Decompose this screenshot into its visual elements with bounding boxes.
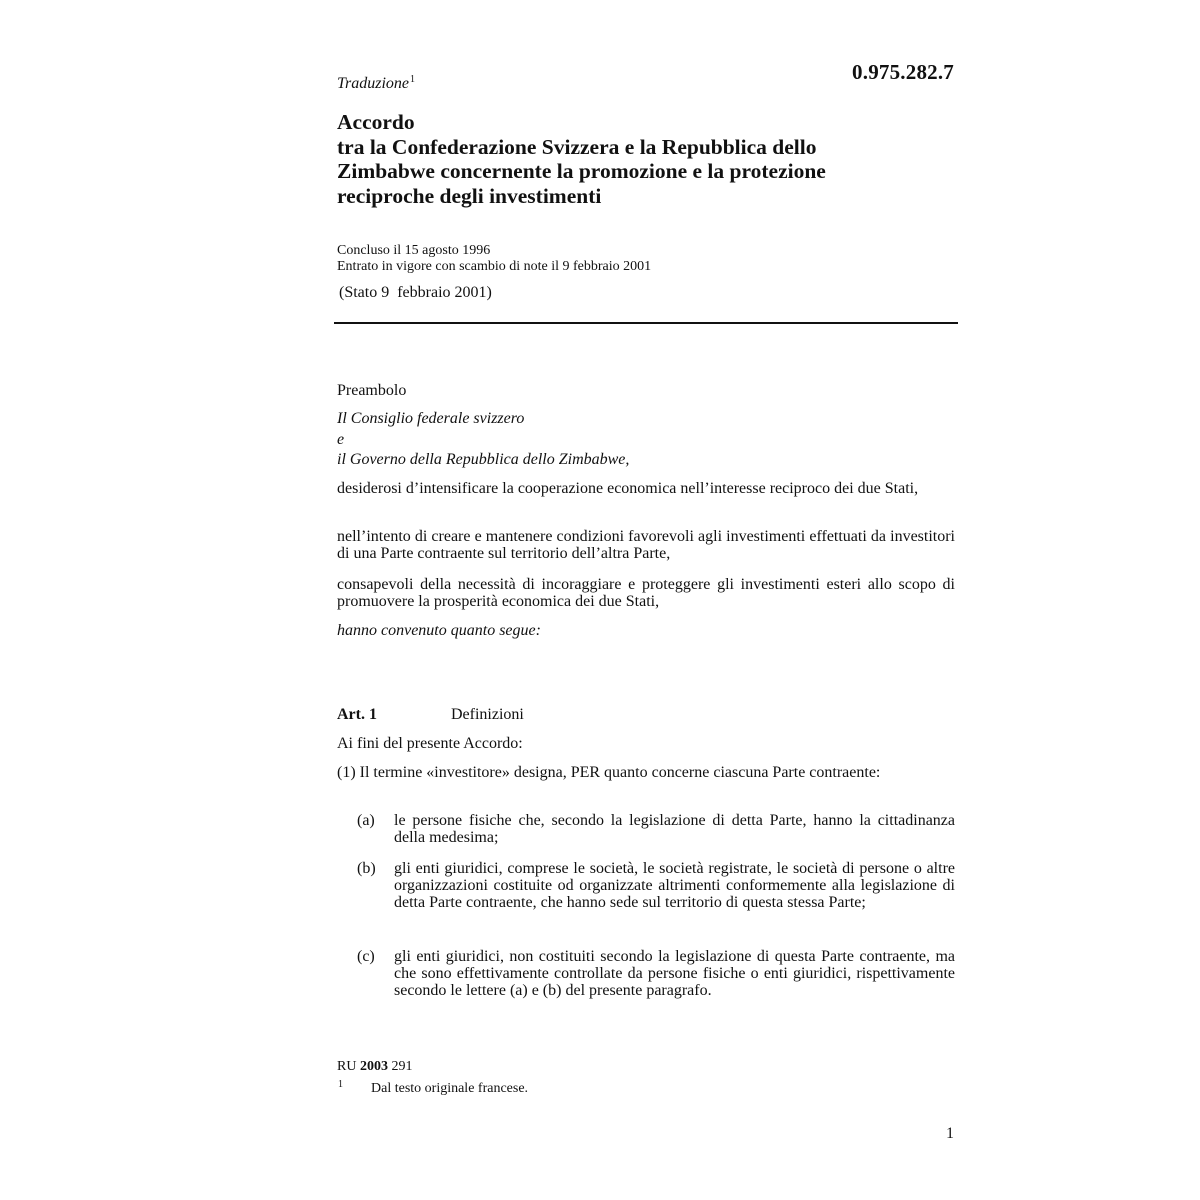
sr-number: 0.975.282.7 (852, 60, 954, 84)
preamble-clause-1: desiderosi d’intensificare la cooperazione economica nell’interesse reciproco dei due Stati, (337, 480, 919, 497)
ru-page: 291 (391, 1059, 413, 1074)
preamble-heading: Preambolo (337, 382, 407, 399)
agreement-dates (337, 243, 651, 275)
footnote-text: Dal testo originale francese. (371, 1081, 529, 1096)
document-title (337, 110, 957, 208)
ru-year: 2003 (359, 1059, 388, 1074)
title-line: reciproche degli investimenti (337, 183, 602, 208)
list-item-label: (a) (357, 812, 375, 829)
title-line: Accordo (337, 110, 415, 134)
list-item-text: gli enti giuridici, comprese le società, le società registrate, le società di persone o altre organizzazioni costituite od organizzate altrimenti conformemente alla legislazione di detta Parte contraente, che hanno sede sul territorio di questa stessa Parte; (394, 860, 955, 911)
list-item-label: (b) (357, 860, 376, 877)
translation-label-text: Traduzione (337, 75, 410, 92)
header-divider (334, 322, 958, 324)
preamble-closing: hanno convenuto quanto segue: (337, 622, 541, 639)
preamble-clause-3: consapevoli della necessità di incoraggiare e proteggere gli investimenti esteri allo scopo di promuovere la prosperità economica dei due Stati, (337, 576, 955, 610)
list-item-text: gli enti giuridici, non costituiti secondo la legislazione di questa Parte contraente, ma che sono effettivamente controllate da persone fisiche o enti giuridici, rispettivamente secondo le lettere (a) e (b) del presente paragrafo. (394, 948, 955, 999)
article-1-paragraph-1: (1) Il termine «investitore» designa, PER quanto concerne ciascuna Parte contraente: (337, 764, 881, 781)
status-date: (Stato 9 febbraio 2001) (339, 284, 492, 301)
preamble-party-1: Il Consiglio federale svizzero (337, 410, 525, 427)
preamble-conjunction: e (337, 431, 345, 448)
title-line: tra la Confederazione Svizzera e la Repubblica dello (337, 134, 817, 159)
preamble-party-2: il Governo della Repubblica dello Zimbabwe, (337, 451, 630, 468)
official-compilation-reference (337, 1059, 412, 1075)
translation-label (337, 75, 415, 93)
concluded-date: Concluso il 15 agosto 1996 (337, 243, 491, 258)
article-1-heading (337, 706, 524, 724)
list-item-label: (c) (357, 948, 375, 965)
list-item-text: le persone fisiche che, secondo la legislazione di detta Parte, hanno la cittadinanza della medesima; (394, 812, 955, 846)
page-number: 1 (946, 1125, 954, 1142)
preamble-clause-2: nell’intento di creare e mantenere condizioni favorevoli agli investimenti effettuati da investitori di una Parte contraente sul territorio dell’altra Parte, (337, 528, 955, 562)
footnote-number: 1 (338, 1079, 343, 1090)
entry-into-force: Entrato in vigore con scambio di note il 9 febbraio 2001 (337, 259, 652, 274)
footnote-reference[interactable]: 1 (410, 74, 416, 85)
title-line: Zimbabwe concernente la promozione e la protezione (337, 159, 826, 183)
article-title: Definizioni (451, 706, 524, 723)
ru-prefix: RU (337, 1059, 357, 1074)
article-1-intro: Ai fini del presente Accordo: (337, 735, 523, 752)
article-number: Art. 1 (337, 706, 377, 723)
